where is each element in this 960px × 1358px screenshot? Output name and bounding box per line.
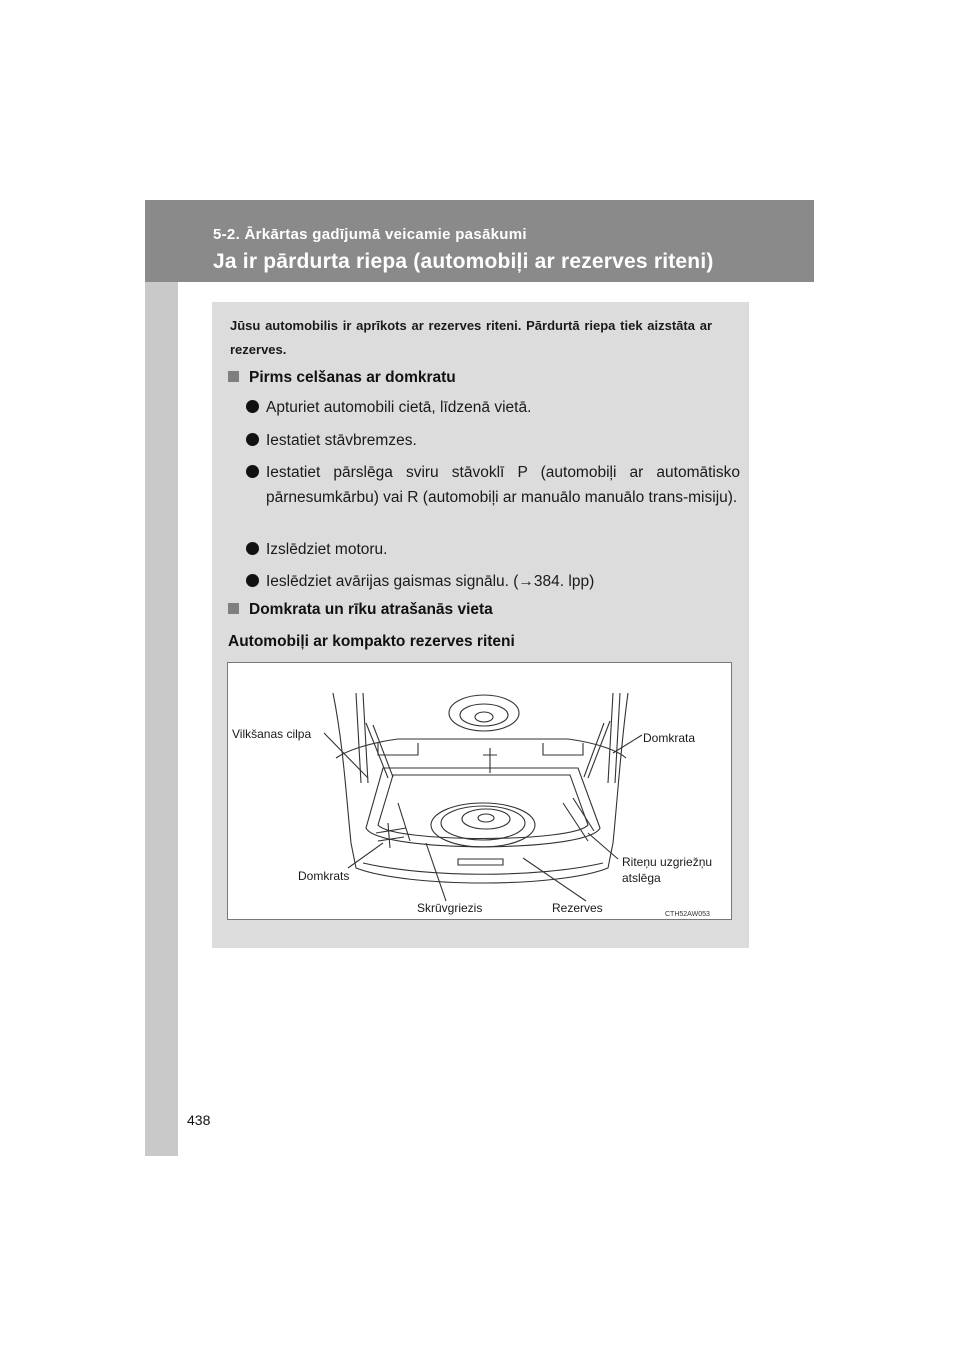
- heading-jack-location: [228, 601, 493, 619]
- square-bullet-icon: [228, 603, 239, 614]
- bullet-dot-icon: [246, 433, 259, 446]
- intro-text: Jūsu automobilis ir aprīkots ar rezerves riteni. Pārdurtā riepa tiek aizstāta ar rezerves.: [230, 318, 712, 357]
- page-number: 438: [187, 1112, 211, 1128]
- trunk-illustration: [227, 662, 732, 920]
- list-item-text: Apturiet automobili cietā, līdzenā vietā.: [266, 399, 532, 416]
- label-jack-handle: Domkrata: [643, 731, 696, 745]
- bullet-dot-icon: [246, 400, 259, 413]
- label-spare: Rezerves: [552, 901, 603, 915]
- heading-label: Pirms celšanas ar domkratu: [249, 369, 456, 386]
- list-item-text: Ieslēdziet avārijas gaismas signālu. (→384. lpp): [266, 573, 595, 590]
- subheading-compact-spare: Automobiļi ar kompakto rezerves riteni: [228, 633, 515, 650]
- sidebar-strip: [145, 200, 178, 1156]
- page-header: [145, 200, 814, 282]
- list-item: [246, 537, 740, 562]
- page-title: Ja ir pārdurta riepa (automobiļi ar rezerves riteni): [213, 250, 714, 273]
- label-tow-eye: Vilkšanas cilpa: [232, 727, 312, 741]
- list-item: [246, 428, 740, 453]
- heading-label: Domkrata un rīku atrašanās vieta: [249, 601, 493, 618]
- figure-code: CTH52AW053: [665, 911, 710, 918]
- label-wheel-nut-wrench-2: atslēga: [622, 871, 661, 885]
- list-item: [246, 395, 740, 420]
- list-item-text: Izslēdziet motoru.: [266, 541, 388, 558]
- bullet-dot-icon: [246, 574, 259, 587]
- list-item-text: Iestatiet pārslēga sviru stāvoklī P (automobiļi ar automātisko pārnesumkārbu) vai R (automobiļi ar manuālo manuālo trans-misiju).: [266, 464, 740, 506]
- square-bullet-icon: [228, 371, 239, 382]
- label-wheel-nut-wrench-1: Riteņu uzgriežņu: [622, 855, 713, 869]
- list-item: [246, 460, 740, 510]
- section-title: 5-2. Ārkārtas gadījumā veicamie pasākumi: [213, 226, 527, 243]
- bullet-dot-icon: [246, 542, 259, 555]
- heading-before-lifting: [228, 369, 456, 387]
- list-item-text: Iestatiet stāvbremzes.: [266, 432, 417, 449]
- label-jack: Domkrats: [298, 869, 350, 883]
- bullet-dot-icon: [246, 465, 259, 478]
- label-screwdriver: Skrūvgriezis: [417, 901, 483, 915]
- list-item: [246, 569, 740, 594]
